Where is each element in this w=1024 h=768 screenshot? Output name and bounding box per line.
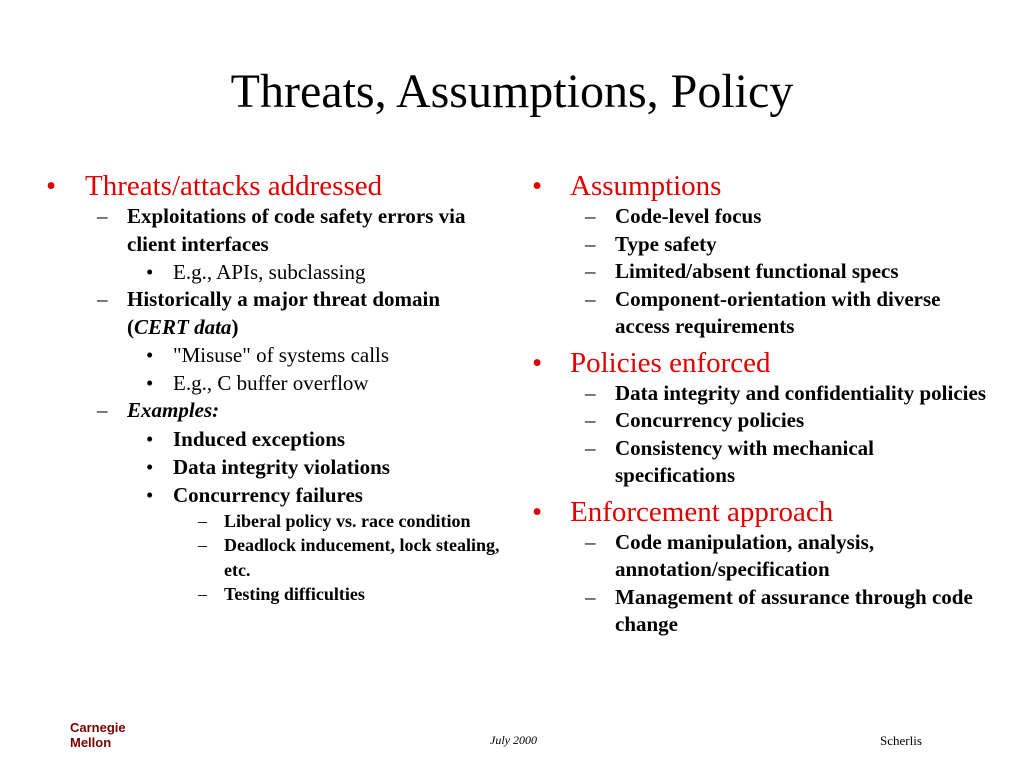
heading-enforcement: Enforcement approach (570, 495, 834, 528)
dash-marker: – (585, 286, 596, 311)
item-functional-specs (528, 258, 988, 286)
dash-marker: – (585, 380, 596, 405)
dash-marker: – (97, 204, 108, 228)
bullet-marker: • (146, 343, 154, 367)
dash-marker: – (585, 231, 596, 256)
subitem-data-integrity-violations (40, 453, 500, 481)
dash-marker: – (198, 510, 207, 531)
bullet-assumptions (528, 170, 988, 203)
item-component-orientation (528, 286, 988, 341)
dash-marker: – (585, 435, 596, 460)
item-exploitations-text: Exploitations of code safety errors via client interfaces (127, 204, 466, 256)
item-historically (40, 286, 500, 341)
item-management-assurance-text: Management of assurance through code change (615, 584, 973, 636)
item-management-assurance (528, 584, 988, 639)
subitem-misuse-text: "Misuse" of systems calls (173, 343, 390, 367)
subitem-concurrency-failures-text: Concurrency failures (173, 482, 363, 507)
item-functional-specs-text: Limited/absent functional specs (615, 259, 899, 283)
subitem-data-integrity-violations-text: Data integrity violations (173, 454, 390, 479)
subsubitem-deadlock-text: Deadlock inducement, lock stealing, etc. (224, 535, 500, 580)
bullet-marker: • (146, 454, 154, 479)
bullet-policies (528, 347, 988, 380)
subitem-misuse (40, 341, 500, 369)
subitem-induced-exceptions-text: Induced exceptions (173, 426, 346, 451)
subitem-buffer-overflow-text: E.g., C buffer overflow (173, 371, 369, 395)
dash-marker: – (585, 259, 596, 283)
bullet-marker: • (46, 170, 57, 202)
bullet-enforcement (528, 496, 988, 529)
item-historically-text-post: ) (231, 314, 239, 339)
item-code-manipulation-text: Code manipulation, analysis, annotation/specification (615, 529, 875, 581)
logo-line-carnegie: Carnegie (70, 720, 126, 735)
item-examples (40, 397, 500, 425)
item-type-safety (528, 231, 988, 259)
item-historically-text-pre: Historically a major threat domain ( (127, 287, 441, 339)
subsubitem-liberal-policy-text: Liberal policy vs. race condition (224, 510, 471, 531)
bullet-marker: • (146, 260, 154, 284)
item-concurrency-policies (528, 407, 988, 435)
bullet-marker: • (146, 371, 154, 395)
subsubitem-deadlock (40, 533, 500, 582)
bullet-marker: • (146, 426, 154, 451)
cert-data-emphasis: CERT data (134, 314, 232, 339)
subsubitem-testing (40, 582, 500, 607)
footer-author: Scherlis (880, 733, 922, 748)
dash-marker: – (585, 584, 596, 609)
dash-marker: – (198, 535, 207, 555)
item-consistency (528, 435, 988, 490)
logo-line-mellon: Mellon (70, 735, 112, 750)
item-concurrency-policies-text: Concurrency policies (615, 408, 805, 432)
heading-policies: Policies enforced (570, 346, 771, 379)
slide-title: Threats, Assumptions, Policy (230, 65, 794, 118)
subitem-buffer-overflow (40, 369, 500, 397)
footer-date: July 2000 (490, 733, 537, 747)
heading-assumptions: Assumptions (570, 170, 722, 202)
item-component-orientation-text: Component-orientation with diverse access requirements (615, 286, 941, 338)
cmu-logo (70, 720, 126, 750)
dash-marker: – (585, 204, 596, 228)
item-consistency-text: Consistency with mechanical specifications (615, 435, 874, 487)
bullet-threats (40, 170, 500, 203)
heading-threats: Threats/attacks addressed (85, 170, 383, 202)
item-examples-text: Examples: (127, 398, 220, 422)
dash-marker: – (198, 584, 207, 604)
item-type-safety-text: Type safety (615, 231, 717, 256)
item-data-integrity (528, 380, 988, 408)
left-column (40, 170, 500, 607)
item-code-level-focus (528, 203, 988, 231)
subsubitem-liberal-policy (40, 509, 500, 534)
subsubitem-testing-text: Testing difficulties (224, 584, 365, 604)
subitem-induced-exceptions (40, 425, 500, 453)
item-exploitations (40, 203, 500, 258)
bullet-marker: • (146, 482, 154, 507)
subitem-apis (40, 258, 500, 286)
bullet-marker: • (532, 495, 543, 528)
dash-marker: – (97, 398, 108, 422)
item-code-level-focus-text: Code-level focus (615, 204, 762, 228)
bullet-marker: • (532, 346, 543, 379)
bullet-marker: • (532, 170, 543, 202)
item-code-manipulation (528, 529, 988, 584)
dash-marker: – (97, 287, 108, 311)
item-data-integrity-text: Data integrity and confidentiality policies (615, 380, 986, 405)
dash-marker: – (585, 408, 596, 432)
dash-marker: – (585, 529, 596, 554)
right-column (528, 170, 988, 639)
subitem-apis-text: E.g., APIs, subclassing (173, 260, 366, 284)
subitem-concurrency-failures (40, 481, 500, 509)
